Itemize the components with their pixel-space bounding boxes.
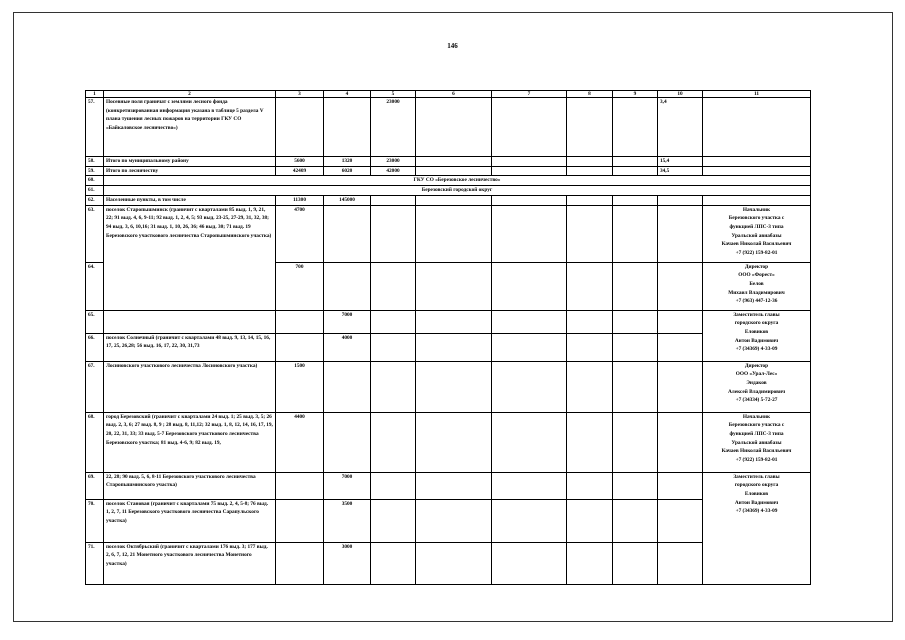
cell-col5: 42000	[371, 166, 416, 176]
cell-col3: 42409	[276, 166, 324, 176]
cell-col4: 6020	[324, 166, 371, 176]
cell-col4: 145000	[324, 195, 371, 205]
row-description: 22, 28; 90 выд. 5, 6, 8-11 Березовского участкового лесничества Старопышминского участка)	[104, 472, 276, 499]
row-description: Итого по муниципальному району	[104, 157, 276, 167]
cell-col3: 4400	[276, 412, 324, 472]
column-header: 2	[104, 91, 276, 98]
column-header: 3	[276, 91, 324, 98]
table-row	[86, 157, 811, 167]
row-description: поселок Старопышминск (граничит с кварталами 85 выд. 1, 9, 21, 22; 91 выд. 4, 6, 9-11; 92 выд. 1, 2, 4, 5; 93 выд. 23-25, 27-29, 31, 32, 38; 94 выд. 3, 6, 10,16; 31 выд. 1, 10, 26, 36; 46 выд. 30; 71 выд. 19 Березовского участкового лесничества Старопышминского участка)	[104, 205, 276, 310]
cell-col10: 3,4	[658, 98, 703, 157]
row-description: поселок Октябрьский (граничит с кварталами 176 выд. 3; 177 выд. 2, 6, 7, 12, 21 Монетного участкового лесничества Монетного участка)	[104, 542, 276, 584]
table-row	[86, 205, 811, 262]
page-number: 146	[447, 42, 458, 50]
row-number: 69.	[86, 472, 104, 499]
row-number: 62.	[86, 195, 104, 205]
cell-col3: 700	[276, 262, 324, 310]
table-row	[86, 176, 811, 186]
cell-col10: 34,5	[658, 166, 703, 176]
column-header: 4	[324, 91, 371, 98]
column-header: 6	[416, 91, 492, 98]
row-number: 70.	[86, 499, 104, 542]
row-description: Посевные поля граничат с землями лесного фонда (конкретизированная информация указана в таблице 5 раздела V плана тушения лесных пожаров на территории ГКУ СО «Байкаловское лесничество»)	[104, 98, 276, 157]
table-row	[86, 195, 811, 205]
cell-col5: 23000	[371, 157, 416, 167]
row-number: 66.	[86, 333, 104, 361]
contact-cell: Заместитель главы городского округа Еловиков Антон Вадимович +7 (34369) 4-33-09	[703, 472, 811, 584]
column-header: 5	[371, 91, 416, 98]
contact-cell: Директор ООО «Форест» Белов Михаил Владимирович +7 (963) 447-12-36	[703, 262, 811, 310]
contact-cell: Начальник Березовского участка с функцией ЛПС-3 типа Уральской авиабазы Качаев Николай Васильевич +7 (922) 159-82-01	[703, 205, 811, 262]
table-row	[86, 310, 811, 333]
section-title: ГКУ СО «Березовское лесничество»	[104, 176, 811, 186]
row-number: 71.	[86, 542, 104, 584]
column-header: 7	[492, 91, 567, 98]
table-row	[86, 98, 811, 157]
contact-cell: Начальник Березовского участка с функцией ЛПС-3 типа Уральской авиабазы Качаев Николай Васильевич +7 (922) 159-82-01	[703, 412, 811, 472]
section-subtitle: Березовский городской округ	[104, 186, 811, 196]
table-row	[86, 166, 811, 176]
table-row	[86, 333, 811, 361]
table-row	[86, 361, 811, 412]
row-description: город Березовский (граничит с кварталами 24 выд. 1; 25 выд. 3, 5; 26 выд. 2, 3, 6; 27 выд. 8, 9 ; 28 выд. 8, 11,12; 32 выд. 1, 8, 12, 14, 16, 17, 19, 20, 22, 31, 33; 33 выд. 5-7 Березовского участкового лесничества Березовского участка; 81 выд. 4-6, 9; 82 выд. 19,	[104, 412, 276, 472]
row-number: 64.	[86, 262, 104, 310]
cell-col3: 11300	[276, 195, 324, 205]
cell-col3: 5600	[276, 157, 324, 167]
row-description: Лосиновского участкового лесничества Лосиновского участка)	[104, 361, 276, 412]
row-description: Итого по лесничеству	[104, 166, 276, 176]
row-number: 58.	[86, 157, 104, 167]
column-header: 11	[703, 91, 811, 98]
forest-fire-plan-table	[85, 90, 811, 585]
contact-cell: Заместитель главы городского округа Еловиков Антон Вадимович +7 (34369) 4-33-09	[703, 310, 811, 361]
column-header: 9	[613, 91, 658, 98]
cell-col4: 1320	[324, 157, 371, 167]
contact-cell: Директор ООО «Урал-Лес» Эндаков Алексей Владимирович +7 (34334) 5-72-27	[703, 361, 811, 412]
row-description: поселок Солнечный (граничит с кварталами 48 выд. 9, 13, 14, 15, 16, 17, 25, 26,28; 56 выд. 16, 17, 22, 30, 31,73	[104, 333, 276, 361]
row-number: 63.	[86, 205, 104, 262]
cell-col4: 4000	[324, 333, 371, 361]
table-row	[86, 472, 811, 499]
row-number: 61.	[86, 186, 104, 196]
column-header: 8	[567, 91, 613, 98]
cell-col3: 4700	[276, 205, 324, 262]
cell-col10: 15,4	[658, 157, 703, 167]
row-number: 67.	[86, 361, 104, 412]
row-number: 60.	[86, 176, 104, 186]
table-row	[86, 542, 811, 584]
header-row	[86, 91, 811, 98]
row-description: поселок Становая (граничит с кварталами 75 выд. 2, 4, 5-8; 76 выд. 1, 2, 7, 11 Березовского участкового лесничества Сарапульского участка)	[104, 499, 276, 542]
cell-col4: 7000	[324, 310, 371, 333]
cell-col4: 7000	[324, 472, 371, 499]
column-header: 1	[86, 91, 104, 98]
row-number: 68.	[86, 412, 104, 472]
cell-col3: 1500	[276, 361, 324, 412]
row-number: 59.	[86, 166, 104, 176]
cell-col4: 3000	[324, 542, 371, 584]
table-row	[86, 186, 811, 196]
row-description: Населенные пункты, в том числе	[104, 195, 276, 205]
cell-col4: 3500	[324, 499, 371, 542]
cell-col5: 23000	[371, 98, 416, 157]
table-row	[86, 499, 811, 542]
row-number: 57.	[86, 98, 104, 157]
table-row	[86, 412, 811, 472]
row-number: 65.	[86, 310, 104, 333]
column-header: 10	[658, 91, 703, 98]
